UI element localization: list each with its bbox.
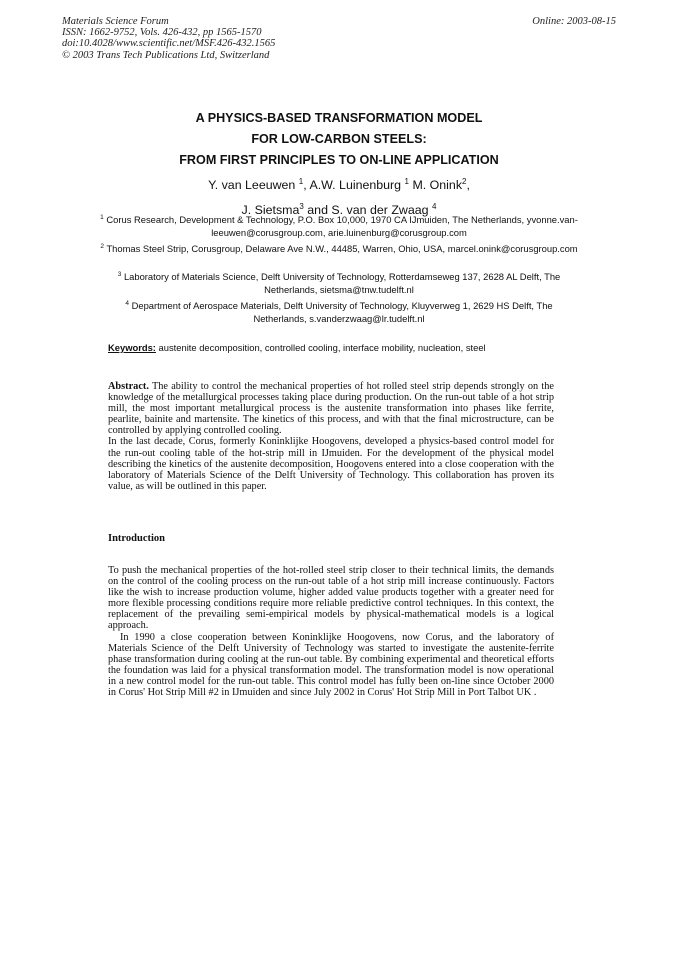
keywords xyxy=(108,342,578,354)
author-name: Y. van Leeuwen xyxy=(208,178,296,193)
affiliation-number: 3 xyxy=(117,271,122,278)
introduction xyxy=(108,565,554,698)
abstract-paragraph-1 xyxy=(108,381,554,436)
author-name: A.W. Luinenburg xyxy=(309,178,402,193)
introduction-paragraph-2: In 1990 a close cooperation between Koninklijke Hoogovens, now Corus, and the laboratory of Materials Science of the Delft University of Technology was started to investigate the austenite-ferrite phase transformation during cooling at the run-out table. By combining experimental and theoretical efforts the foundation was laid for a physical transformation model. The transformation model is now operational in a new control model for the run-out table. This control model has fully been on-line since October 2000 in Corus' Hot Strip Mill #2 in IJmuiden and since July 2002 in Corus' Hot Strip Mill in Port Talbot UK . xyxy=(108,631,554,699)
journal-name: Materials Science Forum xyxy=(62,16,169,27)
abstract-paragraph-2: In the last decade, Corus, formerly Koninklijke Hoogovens, developed a physics-based control model for the run-out cooling table of the hot-strip mill in IJmuiden. For the development of the physical model describing the kinetics of the austenite decomposition, Hoogovens entered into a close cooperation with the laboratory of Materials Science of the Delft University of Technology. This collaboration has proven its value, as will be outlined in this paper. xyxy=(108,436,554,492)
affiliation-3 xyxy=(100,269,578,296)
title-line-1: A PHYSICS-BASED TRANSFORMATION MODEL xyxy=(195,111,483,125)
affiliation-number: 4 xyxy=(125,300,129,307)
affiliation-text: Corus Research, Development & Technology, P.O. Box 10,000, 1970 CA IJmuiden, The Netherlands, yvonne.van-leeuwen@corusgroup.com, arie.luinenburg@corusgroup.com xyxy=(106,214,578,238)
affiliation-2 xyxy=(100,241,578,256)
introduction-paragraph-1: To push the mechanical properties of the hot-rolled steel strip closer to their technical limits, the demands on the control of the cooling process on the run-out table of a hot strip mill increase continuously. Factors like the wish to increase production volume, higher added value products together with a greater need for more flexible processing conditions require more reliable predictive control techniques. In this context, the replacement of the prevailing semi-empirical models by physical-mathematical models is a logical approach. xyxy=(108,565,554,632)
affiliation-text: Thomas Steel Strip, Corusgroup, Delaware Ave N.W., 44485, Warren, Ohio, USA, marcel.onink@corusgroup.com xyxy=(106,243,578,255)
author-affiliation-mark: 1 xyxy=(404,177,409,186)
affiliation-4 xyxy=(100,298,578,325)
author-name: J. Sietsma xyxy=(241,203,300,218)
affiliation-number: 1 xyxy=(100,214,104,221)
journal-issn: ISSN: 1662-9752, Vols. 426-432, pp 1565-1570 xyxy=(62,27,262,39)
affiliation-number: 2 xyxy=(100,243,104,250)
keywords-label: Keywords: xyxy=(108,342,156,353)
author-affiliation-mark: 3 xyxy=(299,202,304,212)
author-affiliation-mark: 1 xyxy=(298,177,304,186)
abstract-text-1: The ability to control the mechanical properties of hot rolled steel strip depends strongly on the knowledge of the metallurgical processes taking place during production. On the run-out table of a hot strip mill, the most important metallurgical process is the austenite transformation into phases like ferrite, pearlite, bainite and martensite. The kinetics of this process, and with that the final microstructure, can be controlled by applying controlled cooling. xyxy=(108,381,554,437)
journal-copyright: © 2003 Trans Tech Publications Ltd, Switzerland xyxy=(62,49,270,61)
affiliation-text: Department of Aerospace Materials, Delft University of Technology, Kluyverweg 1, 2629 HS Delft, The Netherlands, s.vanderzwaag@lr.tudelft.nl xyxy=(131,300,553,324)
online-date: Online: 2003-08-15 xyxy=(532,16,616,27)
paper-title xyxy=(90,108,588,171)
author-name: S. van der Zwaag xyxy=(331,203,429,218)
affiliation-1 xyxy=(100,212,578,239)
author-line-2: J. Sietsma$^3$ and S. van der Zwaag $^4$ xyxy=(241,202,437,218)
affiliation-text: Laboratory of Materials Science, Delft University of Technology, Rotterdamseweg 137, 2628 AL Delft, The Netherlands, sietsma@tnw.tudelft.nl xyxy=(123,271,561,295)
author-affiliation-mark: 4 xyxy=(431,202,437,212)
title-line-2: FOR LOW-CARBON STEELS: xyxy=(251,132,427,146)
author-line-1: Y. van Leeuwen $^1$, A.W. Luinenburg $^1$ M. Onink$^2$, xyxy=(208,177,470,193)
author-name: M. Onink xyxy=(412,178,463,193)
keywords-text: austenite decomposition, controlled cooling, interface mobility, nucleation, steel xyxy=(158,342,486,353)
journal-doi: doi:10.4028/www.scientific.net/MSF.426-432.1565 xyxy=(62,38,276,50)
abstract xyxy=(108,381,554,492)
abstract-label: Abstract. xyxy=(108,381,149,392)
author-affiliation-mark: 2 xyxy=(462,177,467,186)
title-line-3: FROM FIRST PRINCIPLES TO ON-LINE APPLICATION xyxy=(179,153,499,167)
journal-header xyxy=(62,16,616,61)
introduction-heading: Introduction xyxy=(108,533,165,544)
